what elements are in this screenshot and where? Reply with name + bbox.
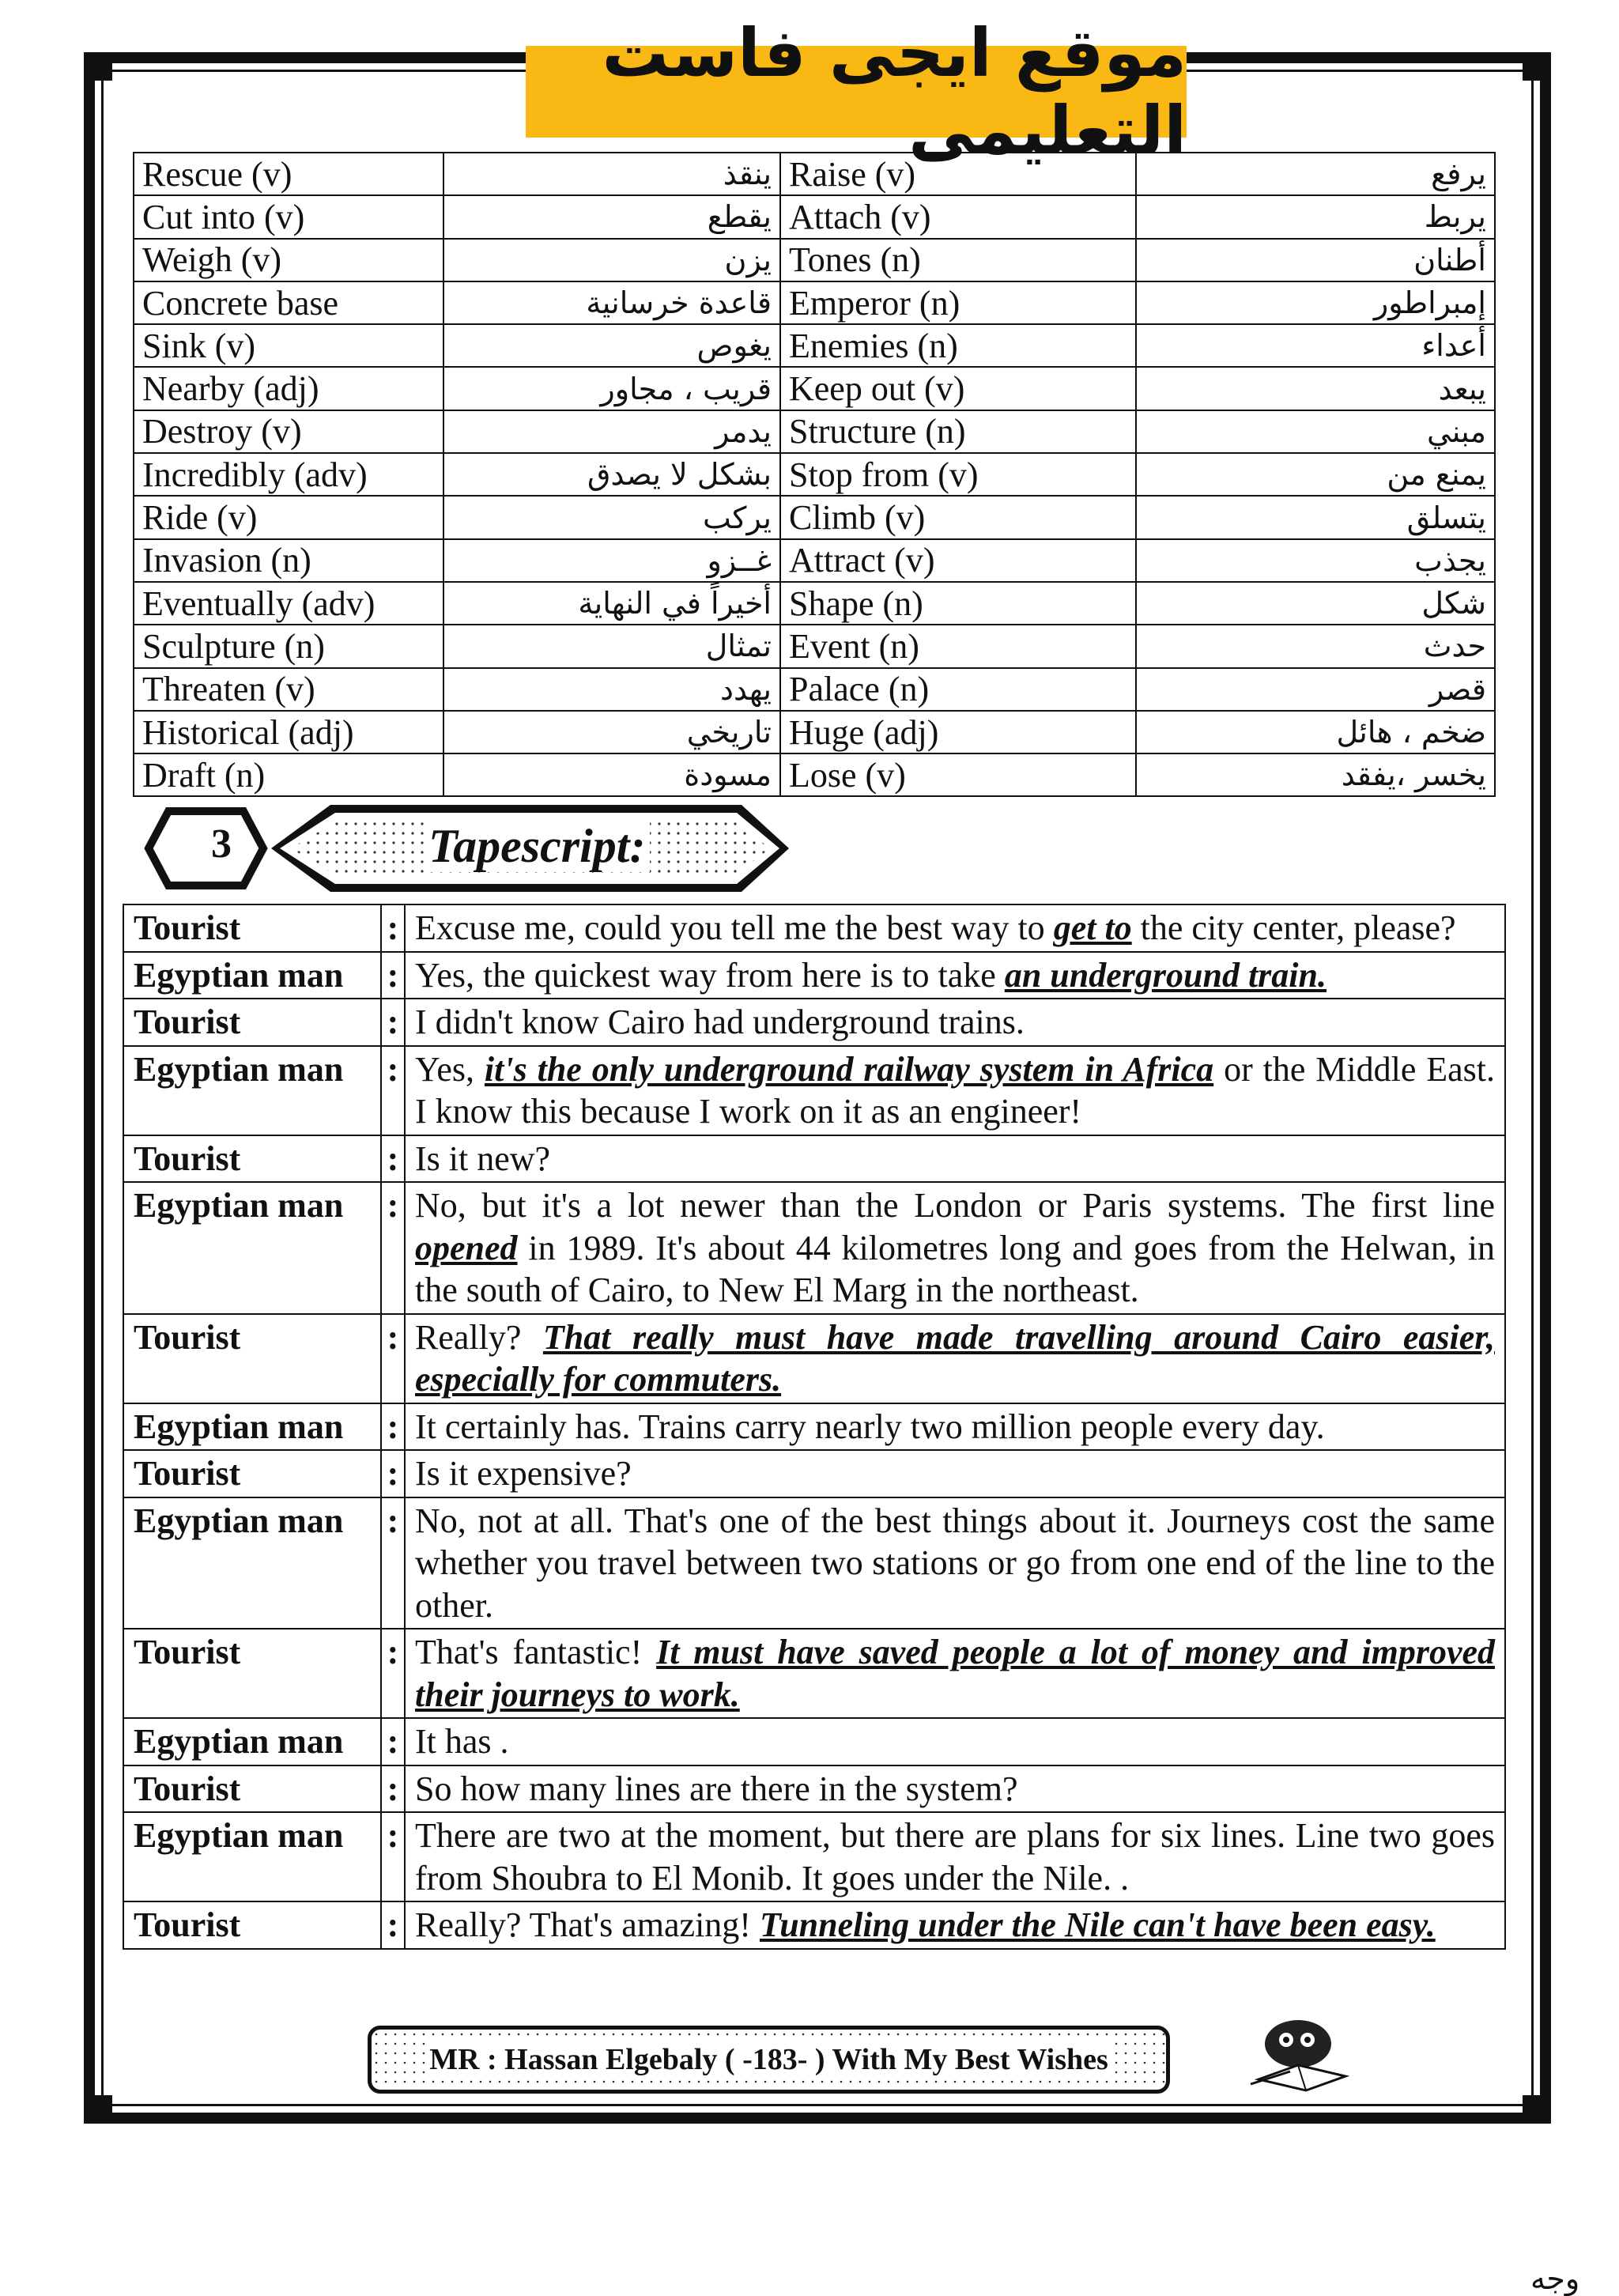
vocab-arabic: تمثال: [443, 625, 780, 667]
vocab-arabic: مسودة: [443, 753, 780, 796]
highlighted-phrase: an underground train.: [1004, 955, 1327, 995]
dialogue-segment: No, not at all. That's one of the best things about it. Journeys cost the same whether you travel between two stations or go from one end of the line to the other.: [415, 1501, 1495, 1625]
speaker-separator: :: [381, 904, 405, 952]
dialogue-row: [123, 1765, 1505, 1813]
vocab-arabic: يغوص: [443, 324, 780, 367]
vocab-english: Sink (v): [134, 324, 443, 367]
vocab-arabic: تاريخي: [443, 711, 780, 753]
dialogue-row: [123, 1135, 1505, 1183]
speaker-separator: :: [381, 1450, 405, 1497]
highlighted-phrase: opened: [415, 1228, 518, 1267]
speaker-separator: :: [381, 1314, 405, 1403]
vocab-row: [134, 668, 1495, 711]
site-banner: موقع ايجى فاست التعليمى: [526, 46, 1187, 138]
vocab-english: Eventually (adv): [134, 582, 443, 625]
dialogue-text: [405, 1497, 1505, 1629]
dialogue-row: [123, 1403, 1505, 1451]
section-number: 3: [211, 821, 232, 867]
vocab-arabic: ينقذ: [443, 153, 780, 195]
speaker-separator: :: [381, 999, 405, 1046]
vocab-english: Event (n): [780, 625, 1136, 667]
dialogue-row: [123, 1901, 1505, 1949]
vocab-row: [134, 367, 1495, 410]
highlighted-phrase: Tunneling under the Nile can't have been easy.: [759, 1905, 1436, 1944]
speaker-separator: :: [381, 1812, 405, 1901]
speaker-separator: :: [381, 1497, 405, 1629]
dialogue-text: [405, 1812, 1505, 1901]
page-side-mark: وجه: [1530, 2261, 1580, 2296]
dialogue-segment: So how many lines are there in the system?: [415, 1769, 1018, 1808]
dialogue-row: [123, 1314, 1505, 1403]
dialogue-segment: There are two at the moment, but there are plans for six lines. Line two goes from Shoubra to El Monib. It goes under the Nile. .: [415, 1816, 1495, 1898]
vocab-english: Huge (adj): [780, 711, 1136, 753]
vocab-arabic: شكل: [1136, 582, 1495, 625]
dialogue-segment: Really?: [415, 1317, 543, 1357]
vocab-english: Attach (v): [780, 195, 1136, 238]
vocab-english: Emperor (n): [780, 281, 1136, 324]
speaker-name: Egyptian man: [123, 1046, 381, 1135]
vocab-arabic: بشكل لا يصدق: [443, 453, 780, 496]
vocab-arabic: إمبراطور: [1136, 281, 1495, 324]
vocab-row: [134, 539, 1495, 582]
vocab-arabic: أعداء: [1136, 324, 1495, 367]
corner-ornament: [1523, 2095, 1551, 2124]
vocab-english: Draft (n): [134, 753, 443, 796]
vocab-arabic: يجذب: [1136, 539, 1495, 582]
dialogue-row: [123, 1450, 1505, 1497]
dialogue-text: [405, 1182, 1505, 1314]
dialogue-segment: Is it new?: [415, 1139, 551, 1178]
vocab-row: [134, 711, 1495, 753]
dialogue-row: [123, 1182, 1505, 1314]
dialogue-segment: Yes,: [415, 1049, 485, 1089]
vocabulary-table: [133, 152, 1496, 797]
vocab-arabic: يرفع: [1136, 153, 1495, 195]
dialogue-row: [123, 904, 1505, 952]
vocab-row: [134, 239, 1495, 281]
highlighted-phrase: That really must have made travelling around Cairo easier, especially for commuters.: [415, 1317, 1495, 1399]
dialogue-text: [405, 1901, 1505, 1949]
vocab-english: Rescue (v): [134, 153, 443, 195]
section-title: Tapescript:: [424, 819, 650, 874]
vocab-english: Incredibly (adv): [134, 453, 443, 496]
vocab-row: [134, 410, 1495, 453]
speaker-name: Tourist: [123, 1135, 381, 1183]
dialogue-text: [405, 1718, 1505, 1765]
speaker-name: Egyptian man: [123, 1497, 381, 1629]
dialogue-row: [123, 1497, 1505, 1629]
vocab-arabic: قاعدة خرسانية: [443, 281, 780, 324]
highlighted-phrase: get to: [1053, 908, 1132, 947]
dialogue-text: [405, 1314, 1505, 1403]
speaker-name: Egyptian man: [123, 1403, 381, 1451]
speaker-separator: :: [381, 1135, 405, 1183]
vocab-english: Enemies (n): [780, 324, 1136, 367]
dialogue-segment: No, but it's a lot newer than the London or Paris systems. The first line: [415, 1186, 1495, 1225]
tapescript-table: [123, 904, 1506, 1950]
speaker-name: Egyptian man: [123, 952, 381, 999]
speaker-separator: :: [381, 1765, 405, 1813]
vocab-arabic: يمنع من: [1136, 453, 1495, 496]
vocab-english: Invasion (n): [134, 539, 443, 582]
speaker-name: Egyptian man: [123, 1182, 381, 1314]
dialogue-segment: That's fantastic!: [415, 1633, 657, 1671]
footer-text: MR : Hassan Elgebaly ( -183- ) With My Best Wishes: [426, 2042, 1111, 2077]
speaker-name: Tourist: [123, 1314, 381, 1403]
vocab-english: Weigh (v): [134, 239, 443, 281]
vocab-english: Concrete base: [134, 281, 443, 324]
speaker-name: Egyptian man: [123, 1812, 381, 1901]
dialogue-row: [123, 1046, 1505, 1135]
dialogue-text: [405, 1046, 1505, 1135]
vocab-english: Shape (n): [780, 582, 1136, 625]
speaker-name: Tourist: [123, 1901, 381, 1949]
vocab-english: Stop from (v): [780, 453, 1136, 496]
vocab-english: Ride (v): [134, 496, 443, 538]
vocab-arabic: قصر: [1136, 668, 1495, 711]
speaker-separator: :: [381, 1046, 405, 1135]
vocab-english: Historical (adj): [134, 711, 443, 753]
dialogue-row: [123, 1812, 1505, 1901]
vocab-row: [134, 753, 1495, 796]
vocab-arabic: يركب: [443, 496, 780, 538]
dialogue-row: [123, 1629, 1505, 1718]
speaker-separator: :: [381, 1901, 405, 1949]
dialogue-segment: Really? That's amazing!: [415, 1905, 760, 1944]
vocab-arabic: حدث: [1136, 625, 1495, 667]
footer-banner: [368, 2026, 1170, 2094]
vocab-arabic: يدمر: [443, 410, 780, 453]
speaker-name: Tourist: [123, 1450, 381, 1497]
vocab-row: [134, 625, 1495, 667]
vocab-row: [134, 453, 1495, 496]
vocab-row: [134, 153, 1495, 195]
dialogue-row: [123, 952, 1505, 999]
vocab-arabic: يخسر ،يفقد: [1136, 753, 1495, 796]
reading-owl-icon: [1243, 2008, 1361, 2095]
speaker-separator: :: [381, 952, 405, 999]
speaker-name: Egyptian man: [123, 1718, 381, 1765]
vocab-english: Sculpture (n): [134, 625, 443, 667]
corner-ornament: [84, 2095, 112, 2124]
vocab-english: Keep out (v): [780, 367, 1136, 410]
vocab-arabic: يربط: [1136, 195, 1495, 238]
corner-ornament: [1523, 52, 1551, 81]
dialogue-segment: Is it expensive?: [415, 1454, 632, 1493]
vocab-arabic: مبني: [1136, 410, 1495, 453]
vocab-english: Climb (v): [780, 496, 1136, 538]
vocab-arabic: أخيراً في النهاية: [443, 582, 780, 625]
vocab-arabic: يبعد: [1136, 367, 1495, 410]
section-heading: [133, 800, 797, 897]
dialogue-text: [405, 952, 1505, 999]
dialogue-text: [405, 1629, 1505, 1718]
dialogue-text: [405, 1450, 1505, 1497]
vocab-english: Threaten (v): [134, 668, 443, 711]
vocab-arabic: غــزو: [443, 539, 780, 582]
dialogue-segment: Excuse me, could you tell me the best way to: [415, 908, 1054, 947]
vocab-english: Nearby (adj): [134, 367, 443, 410]
dialogue-segment: I didn't know Cairo had underground trains.: [415, 1003, 1025, 1041]
dialogue-text: [405, 1403, 1505, 1451]
vocab-english: Destroy (v): [134, 410, 443, 453]
dialogue-row: [123, 1718, 1505, 1765]
vocab-english: Lose (v): [780, 753, 1136, 796]
vocab-arabic: يتسلق: [1136, 496, 1495, 538]
dialogue-text: [405, 904, 1505, 952]
vocab-row: [134, 496, 1495, 538]
highlighted-phrase: It must have saved people a lot of money and improved their journeys to work.: [415, 1633, 1496, 1714]
speaker-separator: :: [381, 1403, 405, 1451]
dialogue-segment: It has .: [415, 1722, 509, 1761]
vocab-arabic: أطنان: [1136, 239, 1495, 281]
speaker-name: Tourist: [123, 904, 381, 952]
dialogue-text: [405, 999, 1505, 1046]
speaker-separator: :: [381, 1629, 405, 1718]
vocab-row: [134, 324, 1495, 367]
speaker-name: Tourist: [123, 1629, 381, 1718]
vocab-arabic: قريب ، مجاور: [443, 367, 780, 410]
vocab-english: Raise (v): [780, 153, 1136, 195]
vocab-arabic: يقطع: [443, 195, 780, 238]
vocab-row: [134, 582, 1495, 625]
dialogue-segment: Yes, the quickest way from here is to take: [415, 955, 1005, 995]
speaker-separator: :: [381, 1182, 405, 1314]
vocab-arabic: ضخم ، هائل: [1136, 711, 1495, 753]
vocab-arabic: يهدد: [443, 668, 780, 711]
dialogue-text: [405, 1765, 1505, 1813]
vocab-english: Cut into (v): [134, 195, 443, 238]
dialogue-row: [123, 999, 1505, 1046]
vocab-english: Tones (n): [780, 239, 1136, 281]
vocab-row: [134, 281, 1495, 324]
vocab-row: [134, 195, 1495, 238]
corner-ornament: [84, 52, 112, 81]
speaker-name: Tourist: [123, 1765, 381, 1813]
vocab-arabic: يزن: [443, 239, 780, 281]
speaker-name: Tourist: [123, 999, 381, 1046]
speaker-separator: :: [381, 1718, 405, 1765]
dialogue-segment: or the Middle East. I know this because I work on it as an engineer!: [415, 1049, 1496, 1131]
vocab-english: Structure (n): [780, 410, 1136, 453]
dialogue-segment: in 1989. It's about 44 kilometres long and goes from the Helwan, in the south of Cairo, to New El Marg in the northeast.: [415, 1228, 1495, 1309]
dialogue-segment: It certainly has. Trains carry nearly two million people every day.: [415, 1407, 1325, 1446]
dialogue-text: [405, 1135, 1505, 1183]
dialogue-segment: the city center, please?: [1131, 908, 1456, 947]
vocab-english: Palace (n): [780, 668, 1136, 711]
highlighted-phrase: it's the only underground railway system in Africa: [484, 1049, 1214, 1089]
vocab-english: Attract (v): [780, 539, 1136, 582]
